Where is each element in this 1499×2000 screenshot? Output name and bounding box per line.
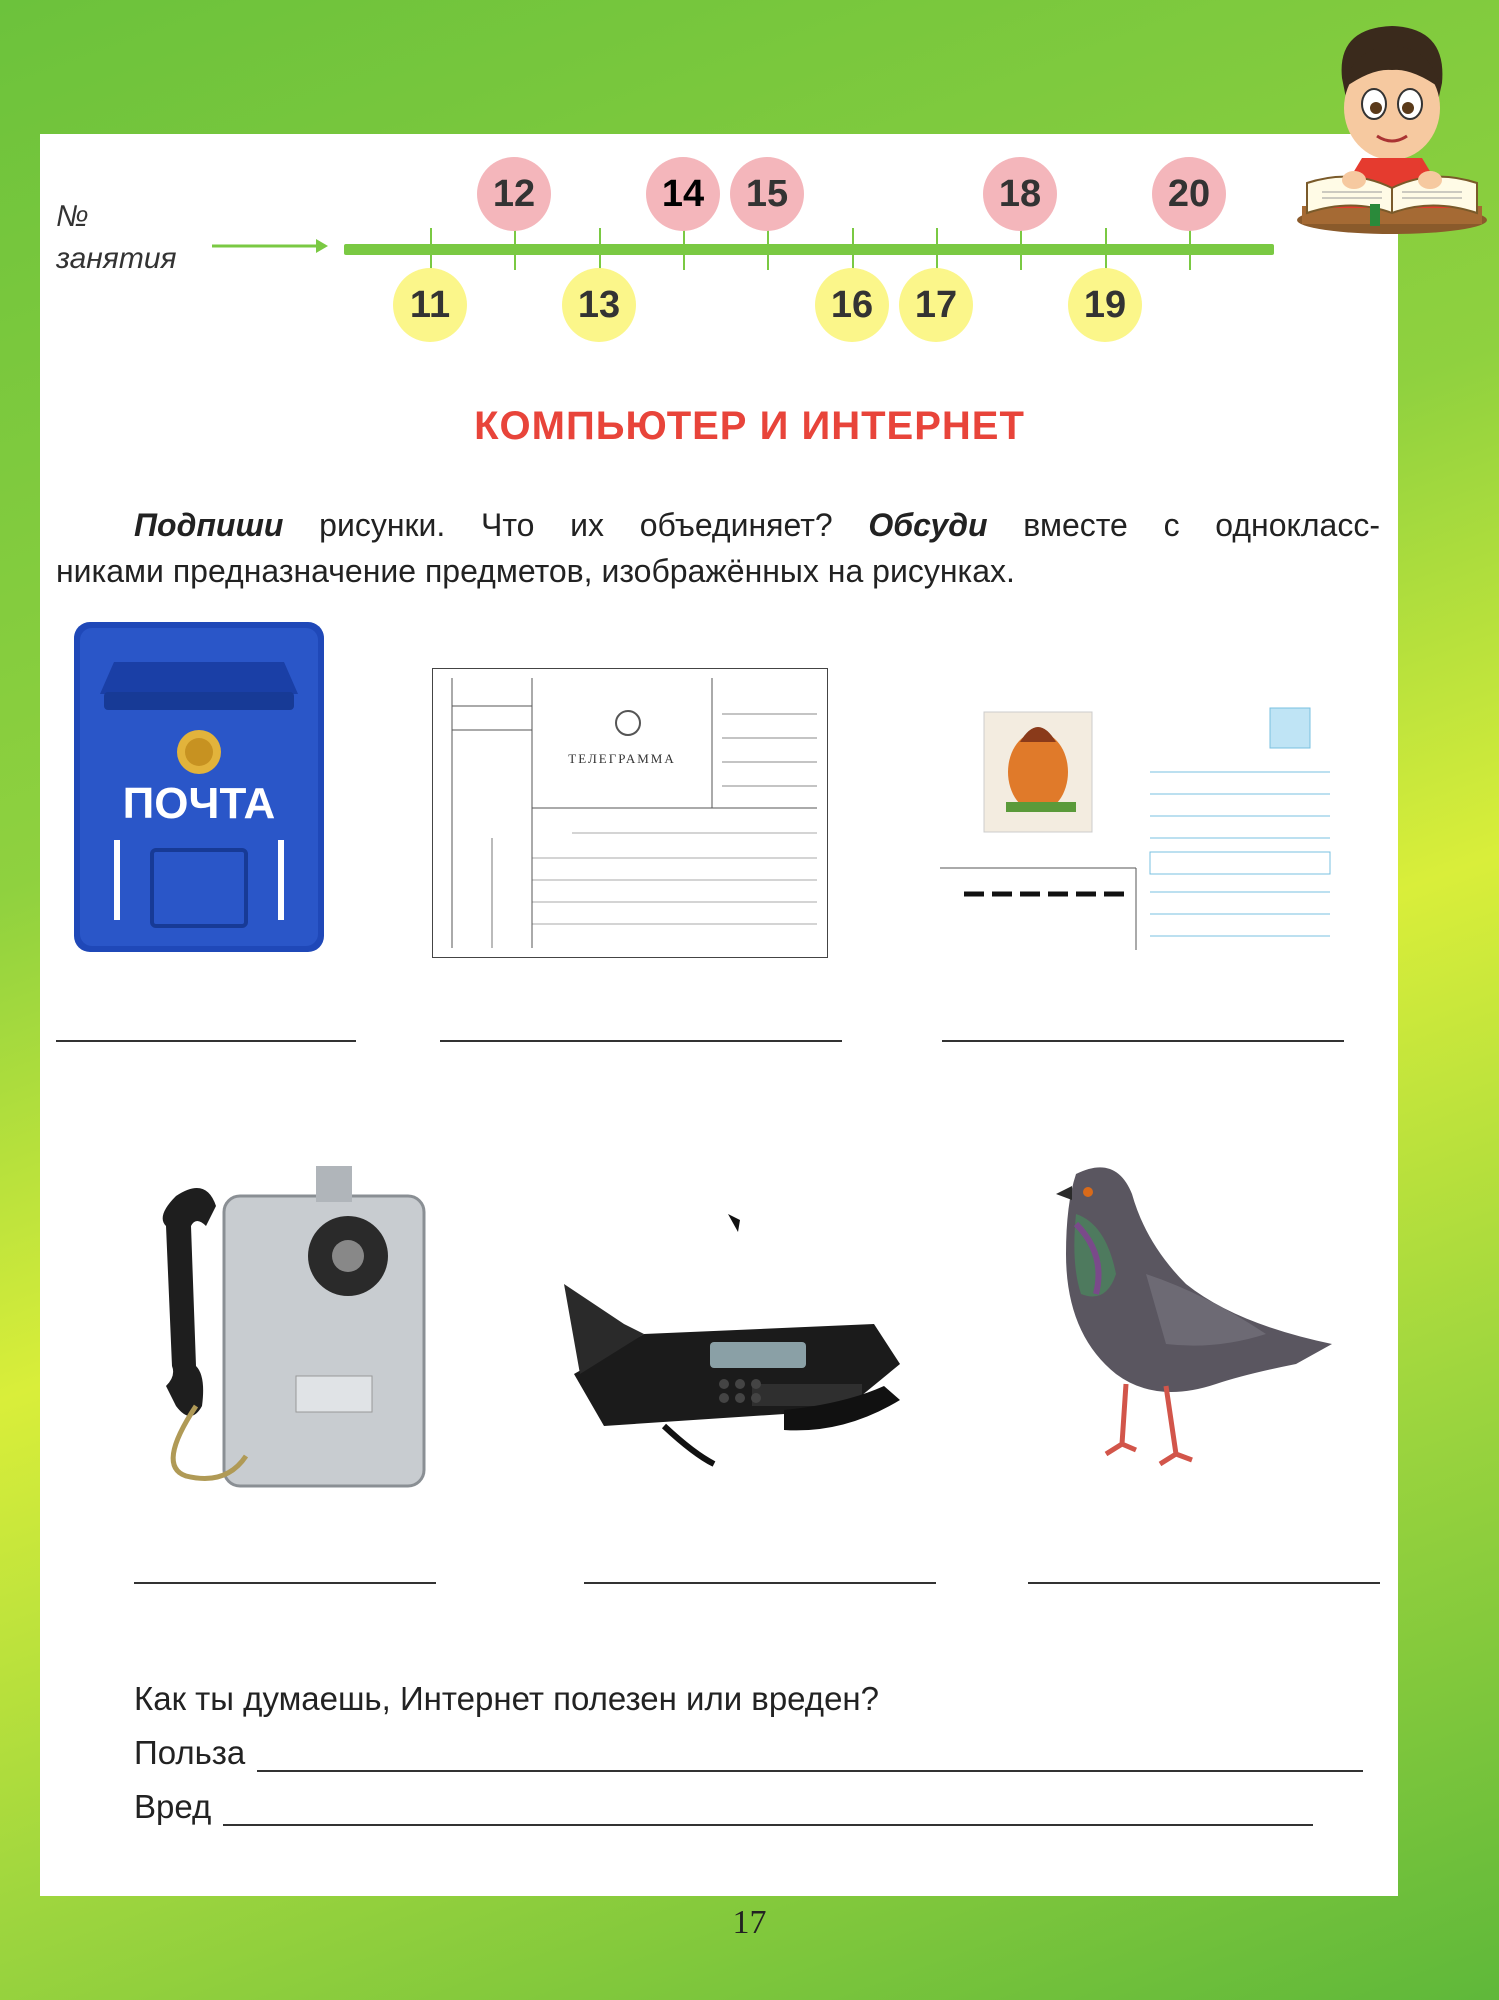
page-number: 17	[732, 1904, 767, 1941]
lesson-circle: 12	[477, 157, 551, 231]
task-text	[56, 502, 1380, 594]
arrow-right-icon	[212, 236, 328, 256]
timeline-tick	[599, 228, 601, 270]
answer-line[interactable]	[584, 1582, 936, 1584]
page-sheet	[40, 134, 1398, 1896]
timeline-tick	[514, 228, 516, 270]
lesson-number-symbol: №	[56, 200, 89, 233]
lesson-timeline	[344, 244, 1274, 255]
answer-line[interactable]	[440, 1040, 842, 1042]
telegram-form-icon	[432, 668, 828, 958]
boy-reading-icon	[1282, 8, 1492, 238]
lesson-number-label	[56, 196, 177, 280]
lesson-circle: 19	[1068, 268, 1142, 342]
lesson-circle: 15	[730, 157, 804, 231]
mailbox-label: ПОЧТА	[122, 779, 276, 828]
page-title: КОМПЬЮТЕР И ИНТЕРНЕТ	[474, 404, 1025, 448]
internet-question: Как ты думаешь, Интернет полезен или вреден?	[134, 1680, 879, 1717]
lesson-circle: 18	[983, 157, 1057, 231]
answer-line[interactable]	[1028, 1582, 1380, 1584]
payphone-icon	[136, 1166, 428, 1496]
timeline-tick	[683, 228, 685, 270]
benefit-row	[134, 1734, 1363, 1772]
task-line-1	[56, 502, 1380, 548]
timeline-tick	[1105, 228, 1107, 270]
lesson-circle-current: 14	[646, 157, 720, 231]
task-verb-sign: Подпиши	[134, 507, 284, 543]
benefit-answer-line[interactable]	[257, 1736, 1363, 1772]
timeline-tick	[1189, 228, 1191, 270]
task-text-2: вместе с однокласс-	[987, 507, 1381, 543]
harm-answer-line[interactable]	[223, 1790, 1313, 1826]
task-text-1: рисунки. Что их объединяет?	[283, 507, 869, 543]
lesson-circle: 16	[815, 268, 889, 342]
answer-line[interactable]	[56, 1040, 356, 1042]
fax-machine-icon	[544, 1214, 906, 1494]
timeline-tick	[852, 228, 854, 270]
lesson-circle: 20	[1152, 157, 1226, 231]
timeline-tick	[936, 228, 938, 270]
timeline-tick	[1020, 228, 1022, 270]
envelope-icon	[940, 672, 1336, 952]
lesson-circle: 13	[562, 268, 636, 342]
mailbox-icon	[74, 622, 324, 952]
task-line-2: никами предназначение предметов, изображённых на рисунках.	[56, 553, 1015, 589]
lesson-circle: 17	[899, 268, 973, 342]
pigeon-icon	[1036, 1154, 1334, 1490]
timeline-tick	[430, 228, 432, 270]
task-verb-discuss: Обсуди	[868, 507, 988, 543]
answer-line[interactable]	[942, 1040, 1344, 1042]
harm-label: Вред	[134, 1788, 212, 1825]
timeline-tick	[767, 228, 769, 270]
telegram-title: ТЕЛЕГРАММА	[568, 751, 676, 766]
lesson-number-word: занятия	[56, 242, 177, 275]
harm-row	[134, 1788, 1313, 1826]
answer-line[interactable]	[134, 1582, 436, 1584]
benefit-label: Польза	[134, 1734, 246, 1771]
lesson-circle: 11	[393, 268, 467, 342]
